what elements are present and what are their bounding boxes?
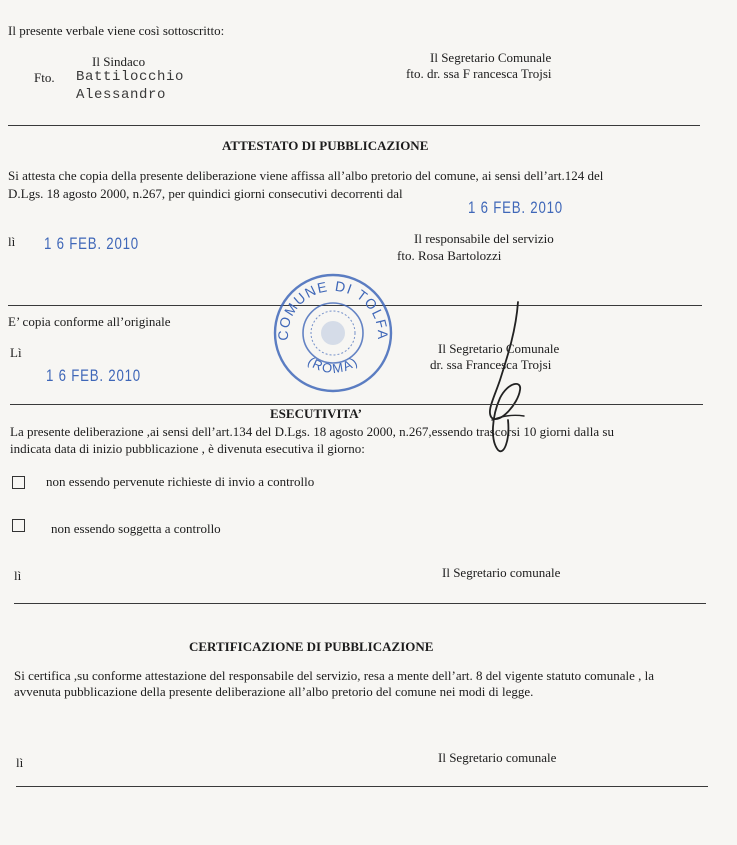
certificazione-segretario-title: Il Segretario comunale	[438, 750, 557, 765]
certificazione-li-label: lì	[16, 755, 24, 770]
attestato-text-line-1: Si attesta che copia della presente deliberazione viene affissa all’albo pretorio del comune, ai sensi dell’art.124 del	[8, 168, 604, 183]
esecutivita-li-label: lì	[14, 568, 22, 583]
date-stamp: 1 6 FEB. 2010	[468, 198, 563, 217]
copia-segretario-title: Il Segretario Comunale	[438, 341, 560, 356]
attestato-heading: ATTESTATO DI PUBBLICAZIONE	[222, 138, 429, 153]
sindaco-fto-label: Fto.	[34, 70, 55, 85]
intro-text: Il presente verbale viene così sottoscritto:	[8, 23, 225, 38]
attestato-text-line-2: D.Lgs. 18 agosto 2000, n.267, per quindici giorni consecutivi decorrenti dal	[8, 186, 403, 201]
sindaco-name-line-2: Alessandro	[76, 87, 167, 103]
seal-text-top: COMUNE DI TOLFA	[274, 277, 392, 341]
municipal-seal-stamp	[270, 270, 396, 396]
segretario-name: fto. dr. ssa F rancesca Trojsi	[406, 66, 552, 81]
sindaco-title: Il Sindaco	[92, 54, 146, 69]
esecutivita-segretario-title: Il Segretario comunale	[442, 565, 561, 580]
option-2-label: non essendo soggetta a controllo	[51, 521, 221, 536]
seal-text-bottom: (ROMA)	[305, 353, 361, 377]
sindaco-name-line-1: Battilocchio	[76, 69, 185, 85]
esecutivita-text-line-2: indicata data di inizio pubblicazione , è divenuta esecutiva il giorno:	[10, 441, 365, 456]
responsabile-title: Il responsabile del servizio	[414, 231, 554, 246]
copia-segretario-name: dr. ssa Francesca Trojsi	[430, 357, 552, 372]
copia-li-label: Lì	[10, 345, 22, 360]
attestato-li-date-stamp: 1 6 FEB. 2010	[44, 234, 139, 253]
attestato-li-label: lì	[8, 234, 16, 249]
divider	[14, 603, 706, 604]
certificazione-heading: CERTIFICAZIONE DI PUBBLICAZIONE	[189, 639, 434, 654]
esecutivita-text-line-1: La presente deliberazione ,ai sensi dell’art.134 del D.Lgs. 18 agosto 2000, n.267,essendo trascorsi 10 giorni dalla su	[10, 424, 614, 439]
divider	[16, 786, 708, 787]
copia-conforme-text: E’ copia conforme all’originale	[8, 314, 171, 329]
certificazione-text-line-1: Si certifica ,su conforme attestazione del responsabile del servizio, resa a mente dell’art. 8 del vigente statuto comunale , la	[14, 668, 655, 683]
divider	[8, 125, 700, 126]
copia-li-date-stamp: 1 6 FEB. 2010	[46, 366, 141, 385]
esecutivita-heading: ESECUTIVITA’	[270, 406, 362, 421]
checkbox-option-1[interactable]	[12, 476, 25, 489]
responsabile-name: fto. Rosa Bartolozzi	[397, 248, 502, 263]
segretario-title: Il Segretario Comunale	[430, 50, 552, 65]
divider	[10, 404, 703, 405]
option-1-label: non essendo pervenute richieste di invio a controllo	[46, 474, 315, 489]
checkbox-option-2[interactable]	[12, 519, 25, 532]
certificazione-text-line-2: avvenuta pubblicazione della presente deliberazione all’albo pretorio del comune nei modi di legge.	[14, 684, 534, 699]
